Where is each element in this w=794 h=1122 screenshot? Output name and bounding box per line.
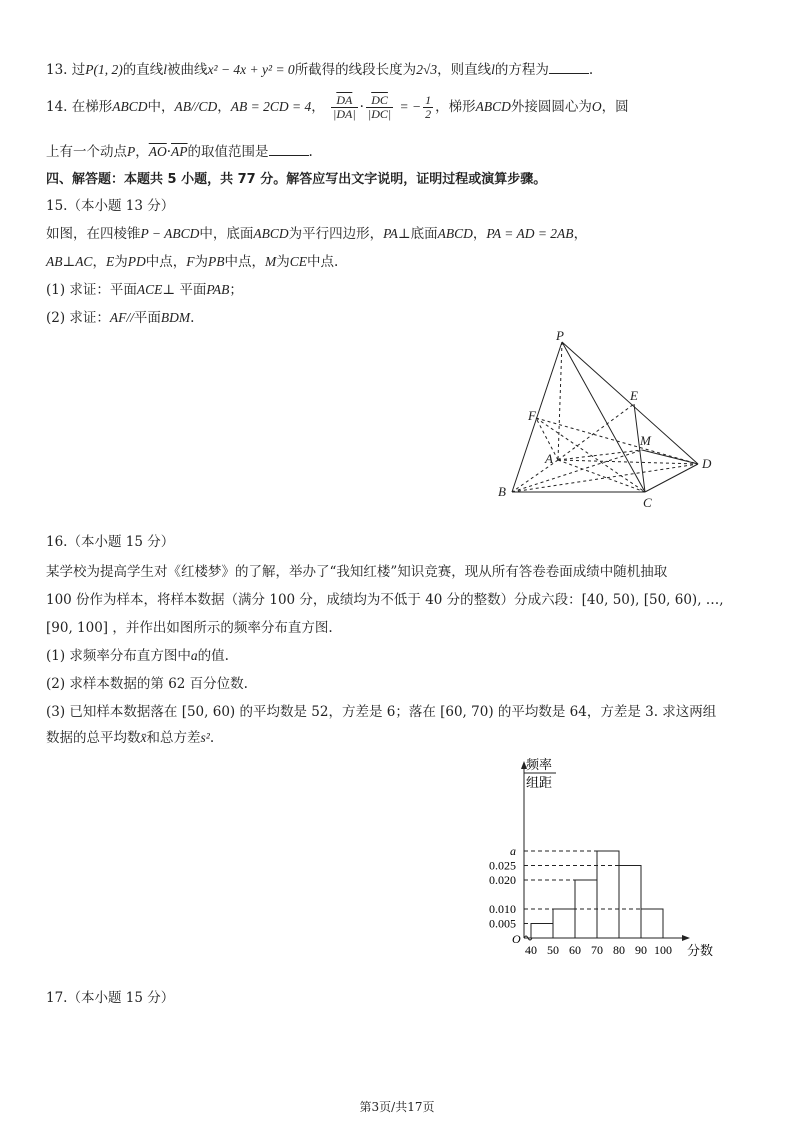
q13-length: 2√3 [416, 62, 438, 77]
x-tick-label: 80 [613, 943, 625, 957]
y-tick-label: a [510, 844, 516, 858]
histogram-bar [575, 880, 597, 938]
edge-pd [562, 342, 698, 464]
q15-header: 15.（本小题 13 分） [46, 198, 175, 214]
y-tick-label: 0.025 [489, 858, 516, 873]
edge-ac [558, 460, 645, 492]
pyramid-figure [490, 330, 730, 510]
q13-point: P(1, 2) [85, 62, 123, 77]
edge-am [558, 450, 642, 460]
q14-number: 14. 在梯形 [46, 99, 113, 115]
edge-bd [512, 464, 698, 492]
section-heading: 四、解答题：本题共 5 小题，共 77 分。解答应写出文字说明，证明过程或演算步骤。 [46, 172, 547, 187]
x-tick-label: 90 [635, 943, 647, 957]
q17-header: 17.（本小题 15 分） [46, 990, 175, 1006]
q16-part-3-line-2: 数据的总平均数x̄和总方差s². [46, 730, 215, 746]
q14-line-1: 14. 在梯形ABCD中，AB//CD，AB = 2CD = 4， $\frac{\overline{DA}}{|DA|}$ · $\frac{\overline{DC}}{|DC|}$ = − $\frac{1}{2}$ ，梯形ABCD外接圆圆心为O，圆 [46, 93, 629, 121]
q13-curve: x² − 4x + y² = 0 [207, 62, 295, 77]
x-tick-label: 60 [569, 943, 581, 957]
frequency-histogram [468, 755, 728, 965]
y-tick-label: 0.020 [489, 873, 516, 887]
q16-header: 16.（本小题 15 分） [46, 534, 175, 550]
q15-text-line-2: AB⊥AC，E为PD中点，F为PB中点，M为CE中点. [46, 254, 339, 270]
label-a: A [545, 451, 553, 466]
label-p: P [556, 330, 564, 343]
q14-line-2: 上有一个动点P，$\overline{AO}\cdot\overline{AP}$的取值范围是 . [46, 144, 313, 160]
label-c: C [643, 495, 652, 510]
q16-part-3-line-1: (3) 已知样本数据落在 [50, 60) 的平均数是 52，方差是 6；落在 [60, 70) 的平均数是 64，方差是 3. 求这两组 [46, 704, 717, 720]
x-axis-arrow [682, 935, 690, 941]
edge-pb [512, 342, 562, 492]
q14-fraction-da: $\frac{\overline{DA}}{|DA|}$ [333, 93, 356, 121]
x-axis-label: 分数 [686, 943, 714, 958]
histogram-bar [641, 909, 663, 938]
histogram-bar [619, 866, 641, 939]
label-m: M [640, 433, 651, 448]
edge-bm [512, 450, 642, 492]
q14-fraction-dc: $\frac{\overline{DC}}{|DC|}$ [367, 93, 392, 121]
label-b: B [498, 484, 506, 499]
y-label-bottom: 组距 [525, 775, 553, 790]
q13-answer-blank [549, 61, 589, 74]
histogram-bar [531, 924, 553, 939]
q16-text-line-2: 100 份作为样本，将样本数据（满分 100 分，成绩均为不低于 40 分的整数）分成六段：[40, 50), [50, 60), …, [46, 592, 724, 608]
q15-part-1: (1) 求证：平面ACE⊥ 平面PAB； [46, 282, 243, 298]
q16-text-line-1: 某学校为提高学生对《红楼梦》的了解，举办了“我知红楼”知识竞赛，现从所有答卷卷面成绩中随机抽取 [46, 564, 668, 580]
edge-pa [558, 342, 562, 460]
page-footer: 第3页/共17页 [359, 1100, 435, 1114]
q16-part-1: (1) 求频率分布直方图中a的值. [46, 648, 229, 664]
q15-text-line-1: 如图，在四棱锥P − ABCD中，底面ABCD为平行四边形，PA⊥底面ABCD，PA = AD = 2AB， [46, 226, 588, 242]
q16-text-line-3: [90, 100] ，并作出如图所示的频率分布直方图. [46, 620, 333, 636]
label-e: E [630, 388, 638, 403]
origin-label: O [512, 932, 521, 946]
q14-answer-blank [269, 143, 309, 156]
q13-number: 13. 过 [46, 62, 86, 78]
edge-pc [562, 342, 645, 492]
q14-fraction-half: $\frac{1}{2}$ [425, 93, 432, 121]
label-d: D [702, 456, 712, 471]
y-tick-label: 0.010 [489, 902, 516, 916]
x-tick-label: 50 [547, 943, 559, 957]
q16-part-2: (2) 求样本数据的第 62 百分位数. [46, 676, 248, 692]
edge-cd [645, 464, 698, 492]
x-tick-label: 70 [591, 943, 603, 957]
label-f: F [528, 408, 536, 423]
x-tick-label: 100 [654, 943, 672, 957]
y-label-top: 频率 [525, 757, 553, 772]
edge-ce [634, 404, 645, 492]
q13-line: 13. 过P(1, 2)的直线l被曲线x² − 4x + y² = 0所截得的线段长度为2√3，则直线l的方程为 . [46, 62, 594, 78]
histogram-bar [553, 909, 575, 938]
y-tick-label: 0.005 [489, 916, 516, 931]
edge-fd [536, 418, 698, 464]
histogram-bar [597, 851, 619, 938]
q15-part-2: (2) 求证：AF//平面BDM. [46, 310, 195, 326]
x-tick-label: 40 [525, 943, 537, 957]
